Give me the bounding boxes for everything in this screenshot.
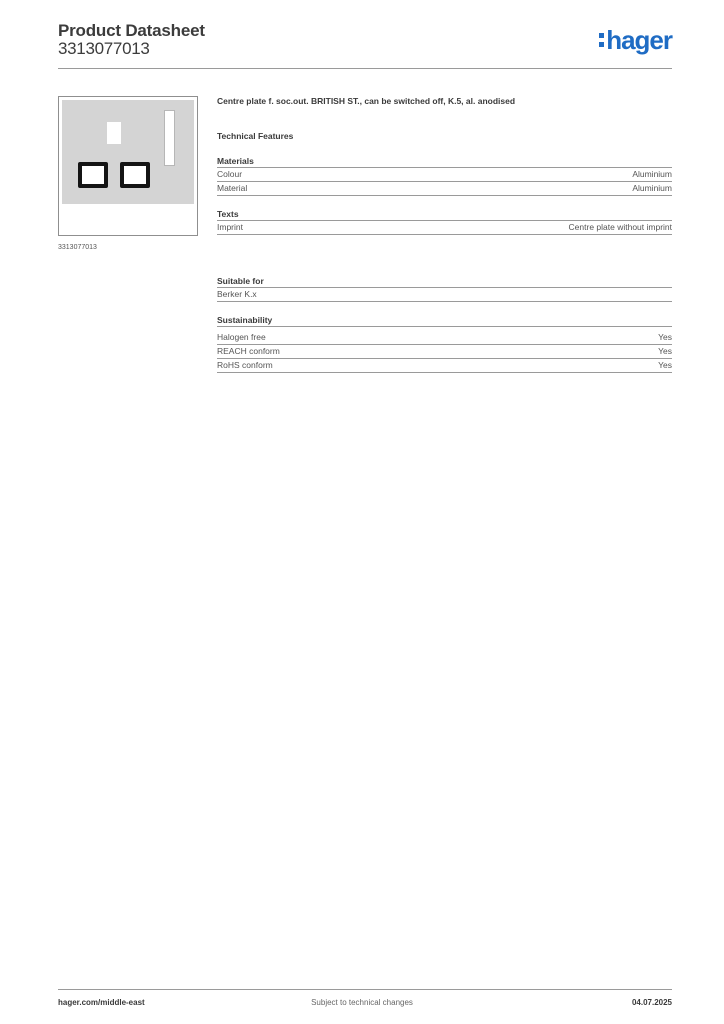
table-row: [217, 182, 672, 196]
socket-hole-left: [78, 162, 108, 188]
footer-website-link[interactable]: hager.com/middle-east: [58, 998, 145, 1007]
table-row: [217, 359, 672, 373]
centre-plate-illustration: [62, 100, 194, 204]
article-number: 3313077013: [58, 39, 150, 58]
table-row: [217, 331, 672, 345]
hager-logo: [599, 27, 672, 53]
logo-dots-icon: [599, 32, 604, 48]
row-value: Yes: [658, 332, 672, 342]
table-row: [217, 168, 672, 182]
texts-section: [217, 208, 672, 235]
section-title: Sustainability: [217, 314, 672, 327]
row-value: Yes: [658, 346, 672, 356]
socket-hole-right: [120, 162, 150, 188]
header-divider: [58, 68, 672, 69]
row-value: Yes: [658, 360, 672, 370]
footer-date: 04.07.2025: [631, 998, 672, 1007]
table-row: [217, 288, 672, 302]
product-image: [58, 96, 198, 236]
footer-notice: Subject to technical changes: [311, 998, 413, 1007]
materials-section: [217, 155, 672, 196]
switch-slot: [107, 122, 121, 144]
footer-divider: [58, 989, 672, 990]
section-title: Suitable for: [217, 275, 672, 288]
section-title: Texts: [217, 208, 672, 221]
row-label: Imprint: [217, 222, 243, 232]
technical-features-heading: Technical Features: [217, 131, 294, 141]
image-caption: 3313077013: [58, 244, 97, 251]
section-title: Materials: [217, 155, 672, 168]
row-value: Aluminium: [632, 183, 672, 193]
document-title: Product Datasheet: [58, 21, 205, 40]
suitable-for-section: [217, 275, 672, 302]
table-row: [217, 345, 672, 359]
row-label: REACH conform: [217, 346, 280, 356]
sustainability-section: [217, 314, 672, 373]
row-label: Berker K.x: [217, 289, 257, 299]
row-value: Aluminium: [632, 169, 672, 179]
table-row: [217, 221, 672, 235]
switch-bar: [164, 110, 175, 166]
row-label: Halogen free: [217, 332, 266, 342]
row-label: Material: [217, 183, 248, 193]
product-description: Centre plate f. soc.out. BRITISH ST., can be switched off, K.5, al. anodised: [217, 96, 516, 106]
row-label: RoHS conform: [217, 360, 273, 370]
row-label: Colour: [217, 169, 243, 179]
logo-text: hager: [606, 25, 672, 55]
row-value: Centre plate without imprint: [568, 222, 672, 232]
